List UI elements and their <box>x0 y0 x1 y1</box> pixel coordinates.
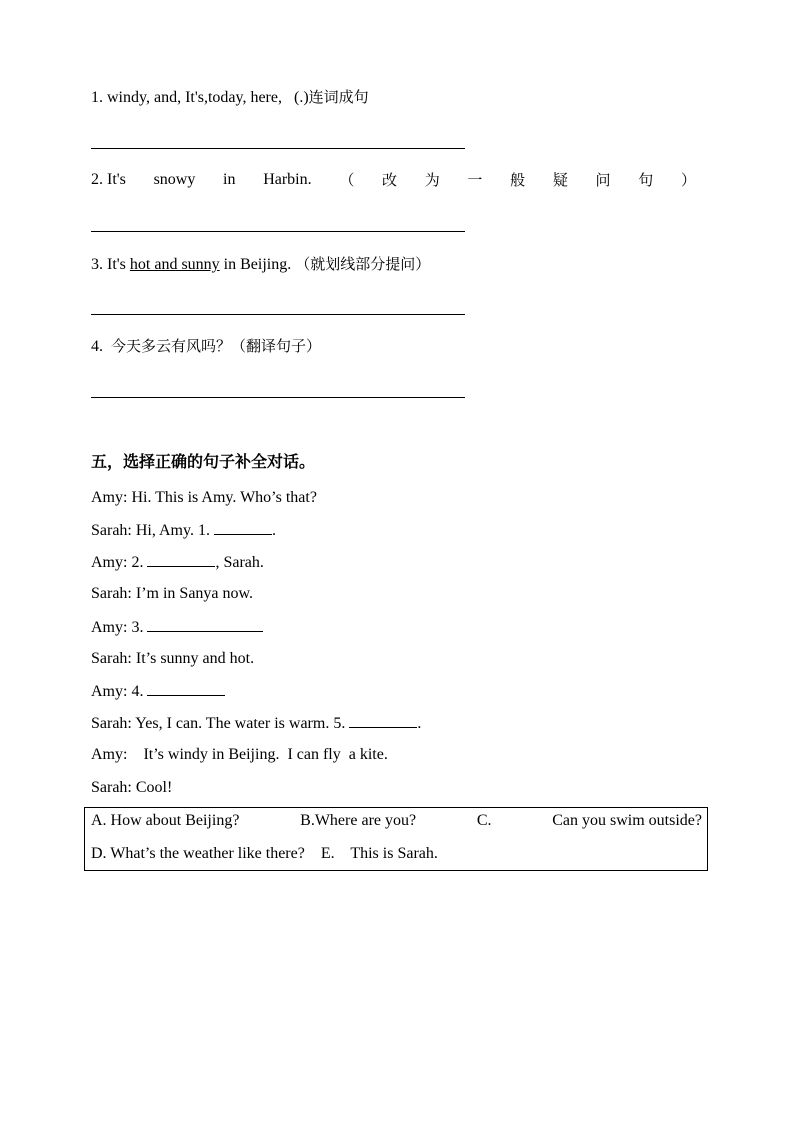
dialogue-line <box>91 745 388 765</box>
question-2-token: 为 <box>424 171 440 189</box>
section-heading: 五，选择正确的句子补全对话。 <box>91 452 316 471</box>
question-3 <box>91 254 430 275</box>
blank-1[interactable] <box>214 520 272 535</box>
question-2-token: 2. It's <box>91 171 126 188</box>
dialogue-line <box>91 713 421 734</box>
dialogue-text: Sarah: It’s sunny and hot. <box>91 650 255 667</box>
dialogue-line <box>91 584 253 604</box>
question-text: 今天多云有风吗？（翻译句子） <box>111 337 322 355</box>
question-instruction: （就划线部分提问） <box>295 255 431 273</box>
dialogue-text: , Sarah. <box>215 554 264 571</box>
dialogue-line <box>91 681 225 702</box>
dialogue-text: Sarah: Yes, I can. The water is warm. 5. <box>91 715 350 732</box>
question-text: 3. It's <box>91 256 130 273</box>
dialogue-text: Amy: It’s windy in Beijing. I can fly a kite. <box>91 746 388 763</box>
option-c: Can you swim outside? <box>552 812 702 829</box>
question-2-token: snowy <box>153 171 196 188</box>
dialogue-line <box>91 488 317 508</box>
dialogue-text: Sarah: I’m in Sanya now. <box>91 585 254 602</box>
question-text: windy, and, It's,today, here, (.) <box>103 89 309 106</box>
options-box <box>84 807 708 871</box>
dialogue-line <box>91 520 276 541</box>
dialogue-line <box>91 552 264 573</box>
question-2-token: in <box>223 171 236 188</box>
option-a: A. How about Beijing? <box>91 812 240 829</box>
question-1 <box>91 87 369 108</box>
dialogue-line <box>91 649 254 669</box>
dialogue-text: Sarah: Hi, Amy. 1. <box>91 522 214 539</box>
question-2-token: 般 <box>510 171 526 189</box>
dialogue-text: Amy: Hi. This is Amy. Who’s that? <box>91 489 317 506</box>
options-row <box>91 811 702 831</box>
question-2-token: Harbin. <box>263 171 312 188</box>
question-instruction: 连词成句 <box>308 88 369 106</box>
answer-line-1[interactable] <box>91 148 465 149</box>
dialogue-line <box>91 617 263 638</box>
dialogue-text: Amy: 2. <box>91 554 148 571</box>
blank-4[interactable] <box>147 681 225 696</box>
answer-line-4[interactable] <box>91 397 465 398</box>
question-text: in Beijing. <box>219 256 296 273</box>
dialogue-text: Sarah: Cool! <box>91 779 173 796</box>
question-2-token: 问 <box>595 171 611 189</box>
question-2-token: ） <box>680 171 696 189</box>
question-number: 4. <box>91 338 111 355</box>
dialogue-text: Amy: 4. <box>91 683 148 700</box>
dialogue-text: Amy: 3. <box>91 619 148 636</box>
answer-line-2[interactable] <box>91 231 465 232</box>
question-number: 1. <box>91 89 103 106</box>
answer-line-3[interactable] <box>91 314 465 315</box>
options-row: D. What’s the weather like there? E. This is Sarah. <box>91 845 438 862</box>
option-b: B.Where are you? <box>300 812 417 829</box>
dialogue-text: . <box>271 522 276 539</box>
question-4 <box>91 336 321 357</box>
question-2-token: 疑 <box>552 171 568 189</box>
question-2-token: （ <box>339 171 355 189</box>
question-2 <box>91 170 696 190</box>
blank-3[interactable] <box>147 617 263 632</box>
blank-5[interactable] <box>349 713 417 728</box>
dialogue-text: . <box>417 715 422 732</box>
blank-2[interactable] <box>147 552 215 567</box>
underlined-phrase: hot and sunny <box>129 256 220 273</box>
question-2-token: 句 <box>638 171 654 189</box>
dialogue-line <box>91 778 172 798</box>
question-2-token: 改 <box>382 171 398 189</box>
question-2-token: 一 <box>467 171 483 189</box>
option-c-letter: C. <box>476 812 492 829</box>
